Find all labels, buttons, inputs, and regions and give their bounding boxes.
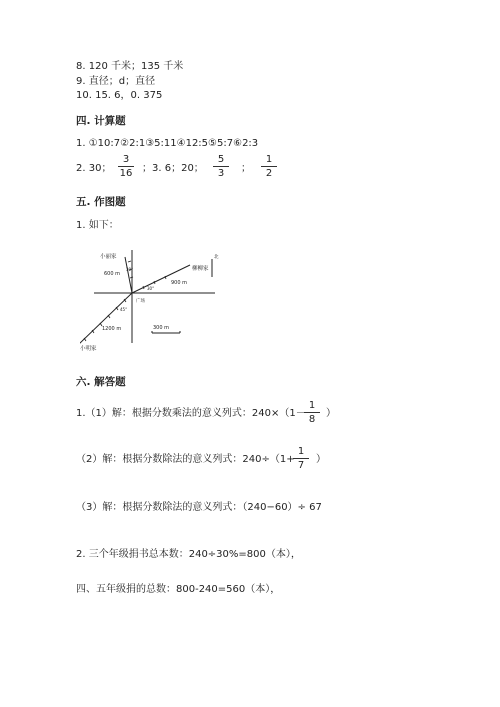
fraction-denominator: 2 <box>265 168 273 179</box>
section-4-q2-mid: ；3. 6；20； <box>142 163 204 174</box>
fraction-denominator: 16 <box>119 168 133 179</box>
label-angle-30-east: 30° <box>147 286 155 291</box>
label-angle-30-north: 30° <box>126 267 134 272</box>
fraction-1-2 <box>259 154 279 179</box>
fraction-5-3 <box>211 154 231 179</box>
section-4-q1: 1. ①10:7②2:1③5:11④12:5⑤5:7⑥2:3 <box>76 138 259 149</box>
fraction-bar <box>293 458 309 459</box>
label-liuliu-home: 柳柳家 <box>192 266 209 272</box>
fraction-numerator: 1 <box>265 154 273 165</box>
route-to-xiaoli <box>125 257 132 293</box>
fraction-bar <box>213 166 229 167</box>
fraction-numerator: 3 <box>122 154 130 165</box>
label-angle-45: 45° <box>120 307 128 312</box>
direction-map-diagram <box>80 245 240 355</box>
fraction-numerator: 1 <box>308 400 316 411</box>
answer-line-8: 8. 120 千米；135 千米 <box>76 61 184 72</box>
section-6-q2: 2. 三个年级捐书总本数：240÷30%=800（本）， <box>76 549 301 560</box>
section-6-q2b: 四、五年级捐的总数：800-240=560（本）， <box>76 584 281 595</box>
answer-line-9: 9. 直径；d；直径 <box>76 76 156 87</box>
section-6-q1c: （3）解：根据分数除法的意义列式：（240−60）÷ 67 <box>76 502 322 513</box>
label-1200m: 1200 m <box>102 326 122 332</box>
section-6-title: 六. 解答题 <box>76 376 126 388</box>
label-600m: 600 m <box>104 271 121 277</box>
fraction-1-7 <box>291 446 311 471</box>
route-to-xiaoming <box>80 293 132 345</box>
section-6-q1b-suffix: ） <box>316 454 326 465</box>
label-xiaoming-home: 小明家 <box>80 346 97 352</box>
section-6-q1a-prefix: 1.（1）解：根据分数乘法的意义列式：240×（1－ <box>76 408 306 419</box>
fraction-numerator: 5 <box>217 154 225 165</box>
fraction-1-8 <box>302 400 322 425</box>
label-xiaoli-home: 小丽家 <box>100 254 117 260</box>
section-6-q1a-suffix: ） <box>326 408 336 419</box>
section-4-title: 四. 计算题 <box>76 115 126 127</box>
section-4-q2-sep: ； <box>241 163 251 174</box>
label-north: 北 <box>214 255 219 260</box>
fraction-bar <box>118 166 134 167</box>
label-900m: 900 m <box>171 280 188 286</box>
section-6-q1b-prefix: （2）解：根据分数除法的意义列式：240÷（1+ <box>76 454 295 465</box>
section-5-q1: 1. 如下： <box>76 220 119 231</box>
fraction-3-16 <box>116 154 136 179</box>
fraction-bar <box>261 166 277 167</box>
answer-line-10: 10. 15. 6，0. 375 <box>76 90 163 101</box>
fraction-denominator: 7 <box>297 460 305 471</box>
section-4-q2-prefix: 2. 30； <box>76 163 112 174</box>
fraction-numerator: 1 <box>297 446 305 457</box>
fraction-denominator: 3 <box>217 168 225 179</box>
section-5-title: 五. 作图题 <box>76 196 126 208</box>
label-scale: 300 m <box>153 325 170 331</box>
fraction-bar <box>304 412 320 413</box>
fraction-denominator: 8 <box>308 414 316 425</box>
label-square: 广场 <box>136 299 145 304</box>
route-to-liuliu <box>132 265 190 293</box>
